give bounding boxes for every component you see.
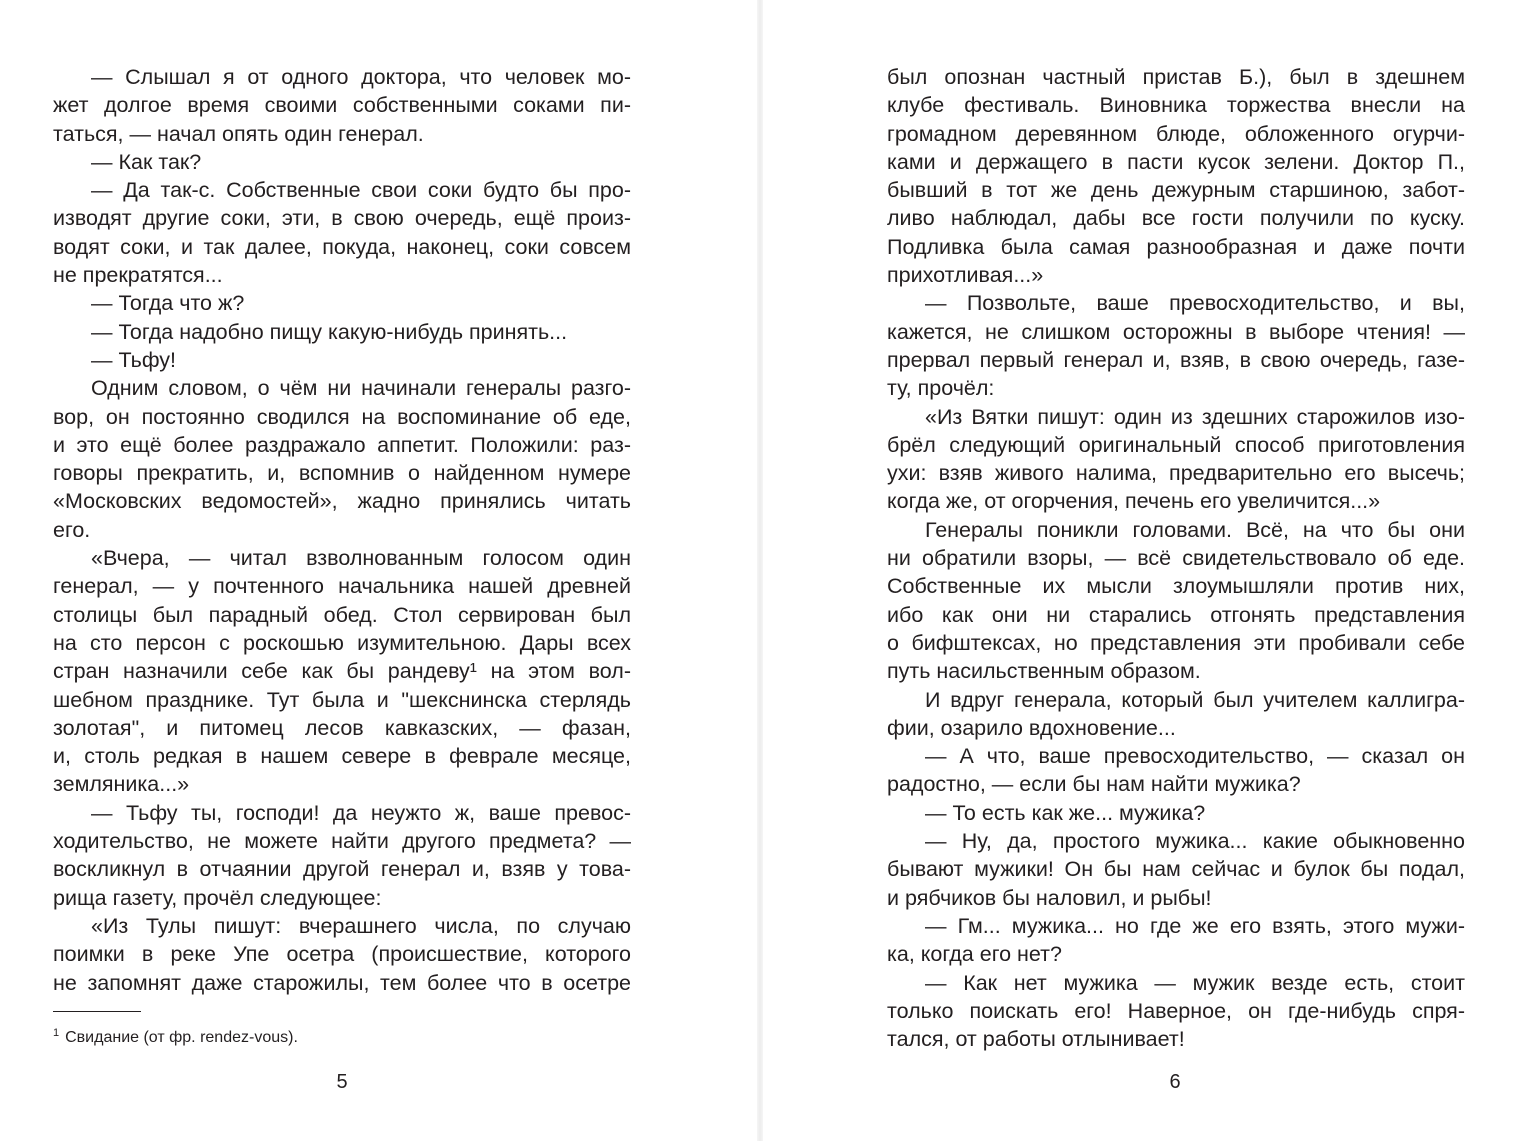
text-line: не запомнят даже старожилы, тем более что в осетре xyxy=(53,970,631,995)
text-line: шебном празднике. Тут была и "шекснинска стерлядь xyxy=(53,687,631,712)
text-line: «Из Тулы пишут: вчерашнего числа, по случаю xyxy=(91,913,631,938)
text-line: его. xyxy=(53,517,91,542)
text-line: золотая", и питомец лесов кавказских, — фазан, xyxy=(53,715,631,740)
text-line: ухи: взяв живого налима, предварительно его высечь; xyxy=(887,461,1465,486)
text-line: «Московских ведомостей», жадно принялись читать xyxy=(53,489,631,514)
text-line: жет долгое время своими собственными соками пи- xyxy=(53,93,631,118)
text-line: — Тьфу! xyxy=(91,347,177,372)
page-number-left: 5 xyxy=(336,1071,348,1093)
text-line: когда же, от огорчения, печень его увеличится...» xyxy=(887,489,1381,514)
text-line: ибо как они ни старались отгонять представления xyxy=(887,602,1465,627)
text-line: громадном деревянном блюде, обложенного огурчи- xyxy=(887,121,1465,146)
text-line: — То есть как же... мужика? xyxy=(925,800,1206,825)
text-line: — А что, ваше превосходительство, — сказал он xyxy=(925,744,1465,769)
text-line: кажется, не слишком осторожны в выборе чтения! — xyxy=(887,319,1465,344)
text-line: изводят другие соки, эти, в свою очередь, ещё произ- xyxy=(53,206,631,231)
footnote xyxy=(53,1027,298,1050)
book-gutter xyxy=(757,0,763,1141)
text-line: И вдруг генерала, который был учителем каллигра- xyxy=(925,687,1465,712)
text-line: — Как нет мужика — мужик везде есть, стоит xyxy=(925,970,1465,995)
text-line: и рябчиков бы наловил, и рыбы! xyxy=(887,885,1212,910)
text-line: — Как так? xyxy=(91,149,202,174)
footnote-mark: 1 xyxy=(53,1027,60,1039)
text-line: тался, от работы отлынивает! xyxy=(887,1027,1185,1052)
text-line: — Тогда что ж? xyxy=(91,291,245,316)
footnote-text: Свидание (от фр. rendez-vous). xyxy=(65,1029,298,1046)
text-line: рища газету, прочёл следующее: xyxy=(53,885,382,910)
text-line: о бифштексах, но представления эти пробивали себе xyxy=(887,630,1465,655)
page-number-right: 6 xyxy=(1169,1071,1181,1093)
text-line: только поискать его! Наверное, он где-нибудь спря- xyxy=(887,998,1465,1023)
text-line: бывший в тот же день дежурным старшиною, забот- xyxy=(887,178,1465,203)
text-line: таться, — начал опять один генерал. xyxy=(53,121,424,146)
text-line: Одним словом, о чём ни начинали генералы разго- xyxy=(91,376,631,401)
left-page-text xyxy=(53,63,631,997)
text-line: бывают мужики! Он бы нам сейчас и булок бы подал, xyxy=(887,857,1465,882)
text-line: брёл следующий оригинальный способ приготовления xyxy=(887,432,1465,457)
text-line: говоры прекратить, и, вспомнив о найденном нумере xyxy=(53,461,631,486)
text-line: ками и держащего в пасти кусок зелени. Доктор П., xyxy=(887,149,1465,174)
text-line: поимки в реке Упе осетра (происшествие, которого xyxy=(53,942,631,967)
text-line: — Гм... мужика... но где же его взять, этого мужи- xyxy=(925,913,1465,938)
text-line: воскликнул в отчаянии другой генерал и, взяв у това- xyxy=(53,857,631,882)
text-line: радостно, — если бы нам найти мужика? xyxy=(887,772,1301,797)
text-line: на сто персон с роскошью изумительною. Дары всех xyxy=(53,630,631,655)
text-line: Генералы поникли головами. Всё, на что бы они xyxy=(925,517,1465,542)
text-line: — Тогда надобно пищу какую-нибудь принять... xyxy=(91,319,568,344)
text-line: «Вчера, — читал взволнованным голосом один xyxy=(91,546,631,571)
text-line: был опознан частный пристав Б.), был в здешнем xyxy=(887,65,1465,89)
text-line: — Да так-с. Собственные свои соки будто бы про- xyxy=(91,178,631,203)
text-line: и, столь редкая в нашем севере в феврале месяце, xyxy=(53,744,631,769)
text-line: фии, озарило вдохновение... xyxy=(887,715,1176,740)
text-line: ни обратили взоры, — всё свидетельствовало об еде. xyxy=(887,546,1465,571)
text-line: вор, он постоянно сводился на воспоминание об еде, xyxy=(53,404,631,429)
right-page-text xyxy=(887,63,1465,1053)
text-line: «Из Вятки пишут: один из здешних старожилов изо- xyxy=(925,404,1465,429)
text-line: путь насильственным образом. xyxy=(887,659,1201,684)
text-line: стран назначили себе как бы рандеву¹ на этом вол- xyxy=(53,659,631,684)
text-line: прихотливая...» xyxy=(887,263,1044,288)
text-line: и это ещё более раздражало аппетит. Положили: раз- xyxy=(53,432,631,457)
text-line: Собственные их мысли злоумышляли против них, xyxy=(887,574,1465,599)
text-line: водят соки, и так далее, покуда, наконец, соки совсем xyxy=(53,234,631,259)
text-line: столицы был парадный обед. Стол сервирован был xyxy=(53,602,631,627)
text-line: — Слышал я от одного доктора, что человек мо- xyxy=(91,65,631,89)
text-line: ливо наблюдал, дабы все гости получили по куску. xyxy=(887,206,1465,231)
footnote-rule xyxy=(53,1011,141,1012)
text-line: клубе фестиваль. Виновника торжества внесли на xyxy=(887,93,1465,118)
text-line: ка, когда его нет? xyxy=(887,942,1062,967)
text-line: генерал, — у почтенного начальника нашей древней xyxy=(53,574,631,599)
text-line: земляника...» xyxy=(53,772,190,797)
text-line: — Ну, да, простого мужика... какие обыкновенно xyxy=(925,829,1465,854)
text-line: ту, прочёл: xyxy=(887,376,995,401)
text-line: — Тьфу ты, господи! да неужто ж, ваше превос- xyxy=(91,800,631,825)
text-line: — Позвольте, ваше превосходительство, и вы, xyxy=(925,291,1465,316)
text-line: Подливка была самая разнообразная и даже почти xyxy=(887,234,1465,259)
text-line: не прекратятся... xyxy=(53,263,223,288)
text-line: прервал первый генерал и, взяв, в свою очередь, газе- xyxy=(887,347,1465,372)
text-line: ходительство, не можете найти другого предмета? — xyxy=(53,829,631,854)
